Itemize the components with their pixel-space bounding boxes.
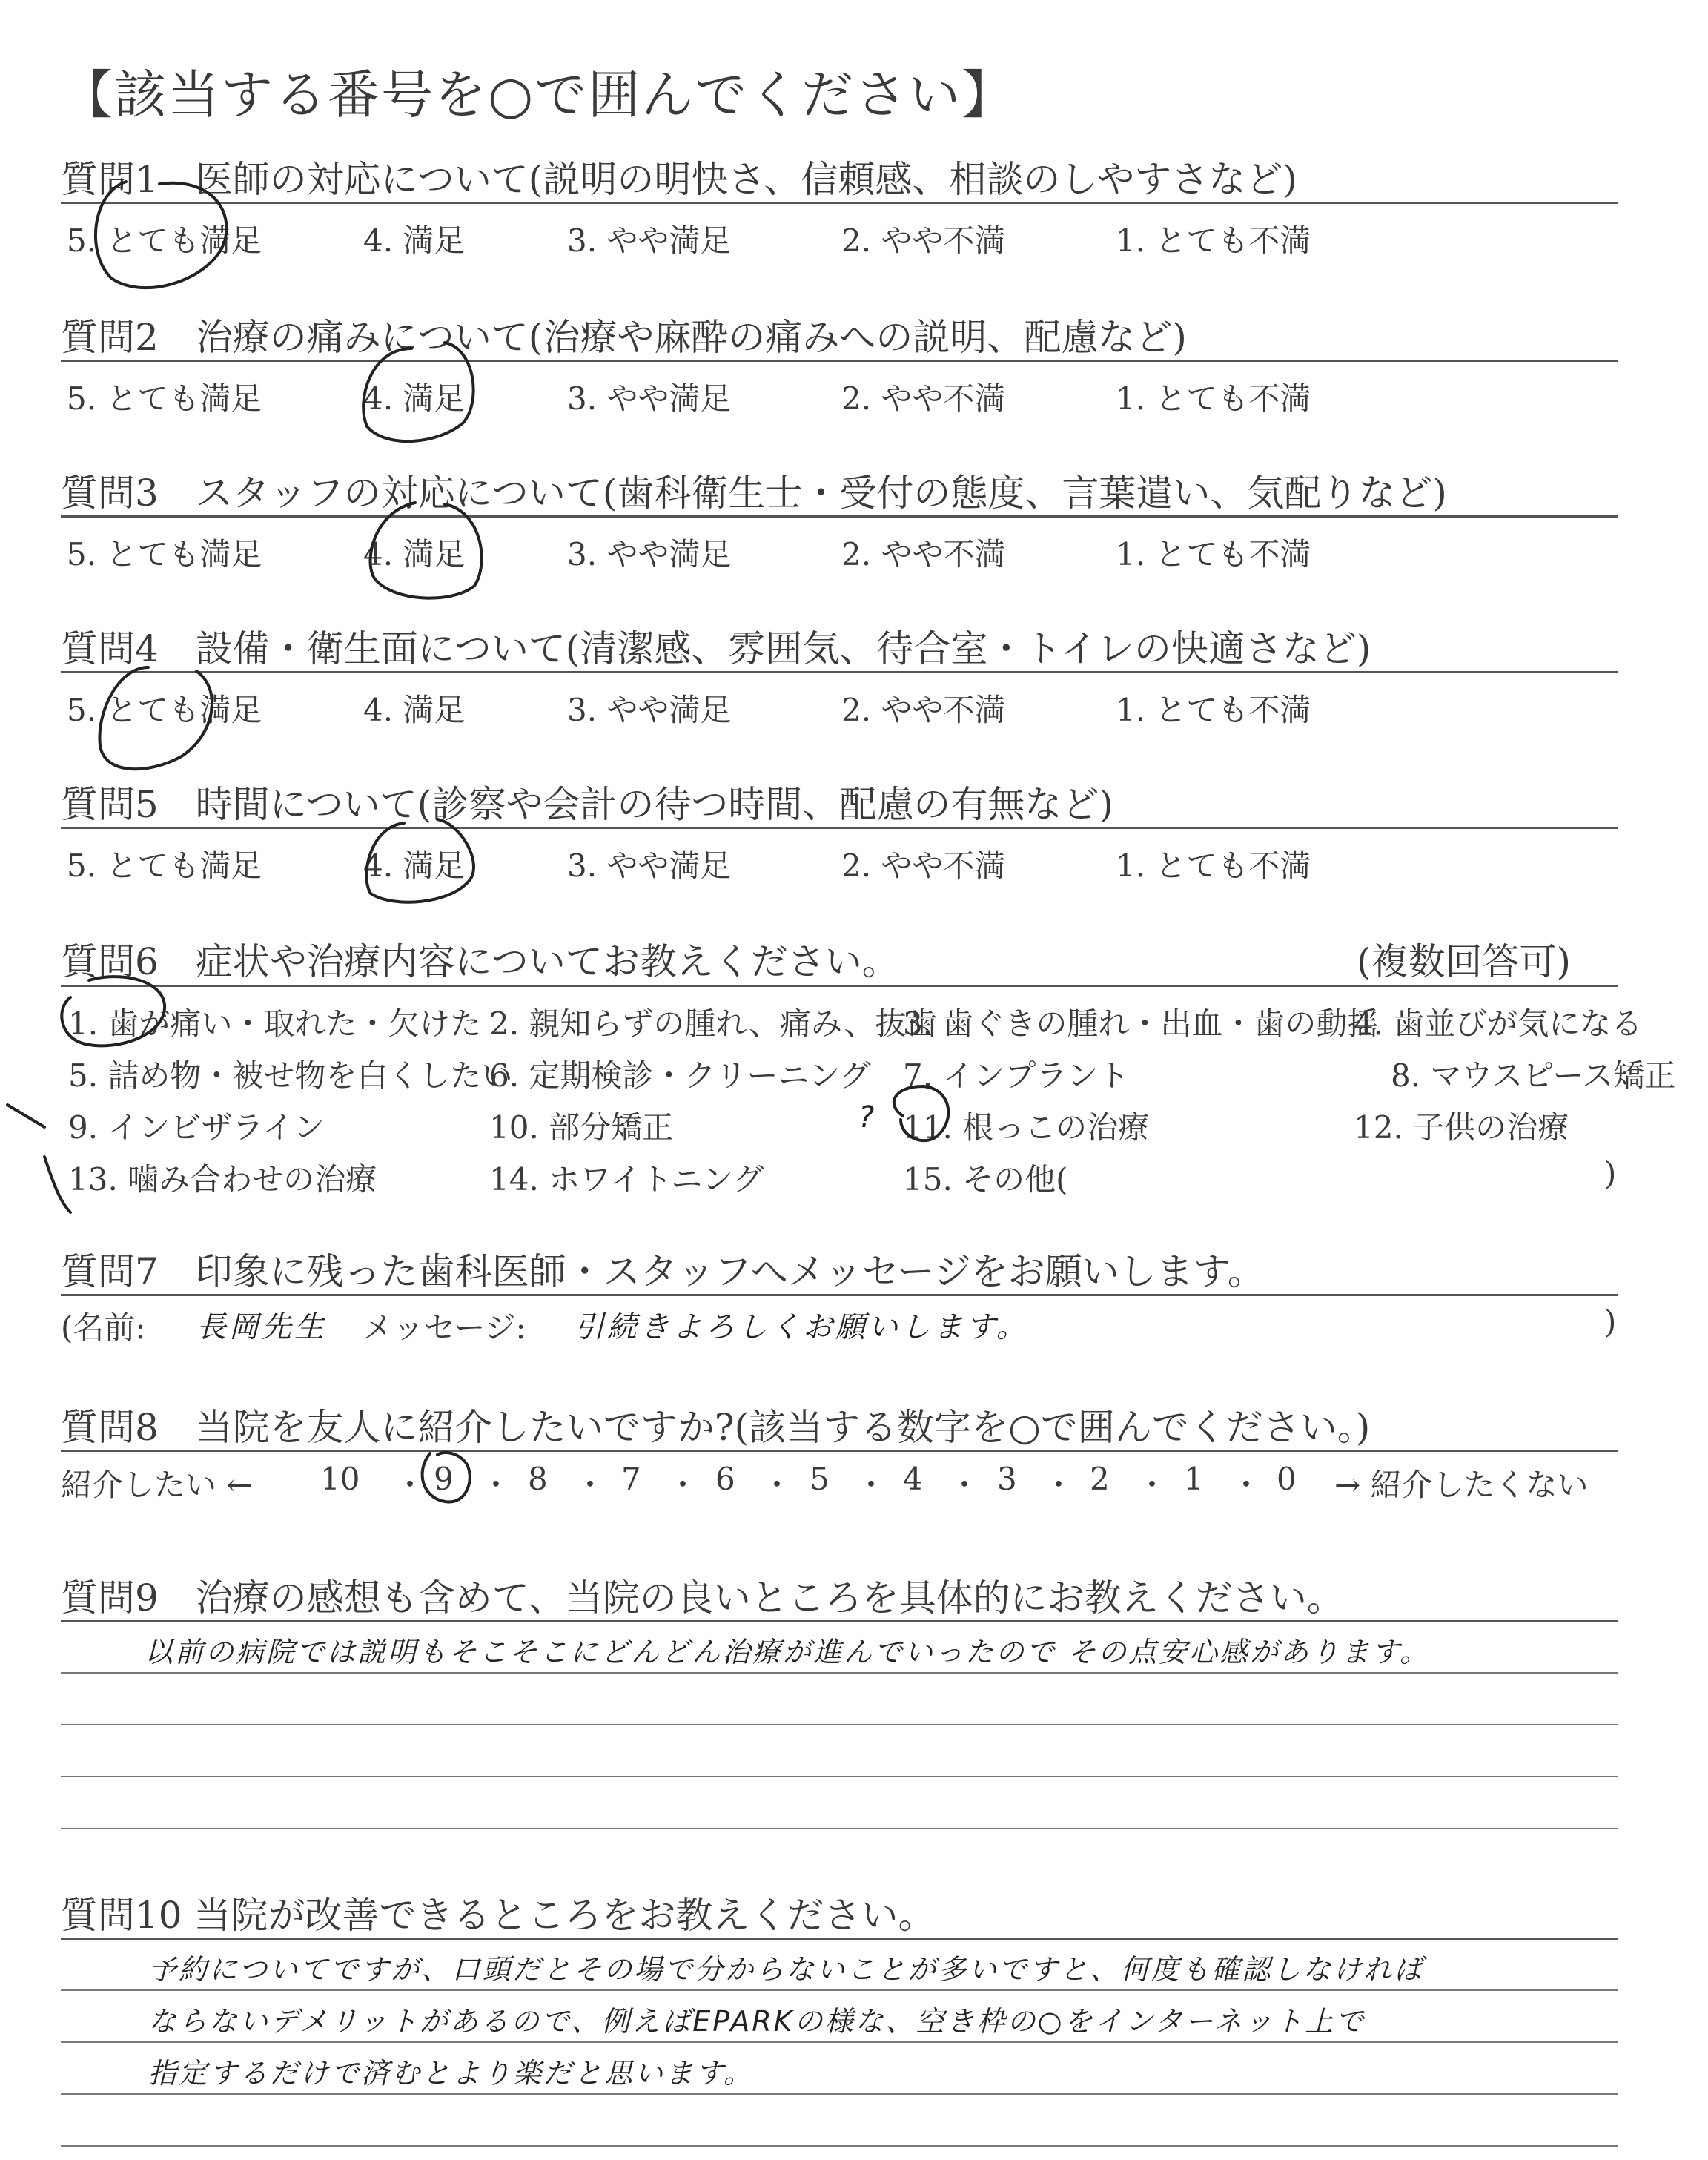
divider — [61, 202, 1618, 204]
question-8-title: 質問8 当院を友人に紹介したいですか?(該当する数字を○で囲んでください。) — [61, 1406, 1371, 1449]
q6-option-15-close: ) — [1604, 1155, 1617, 1192]
q5-option-4[interactable]: 4. 満足 — [363, 848, 466, 884]
scale-dot: ・ — [667, 1467, 699, 1503]
scale-dot: ・ — [394, 1467, 426, 1503]
scale-7[interactable]: 7 — [621, 1461, 641, 1497]
q6-option-10[interactable]: 10. 部分矯正 — [489, 1109, 674, 1146]
q4-option-5[interactable]: 5. とても満足 — [67, 692, 262, 728]
scale-dot: ・ — [1043, 1467, 1075, 1503]
question-5-title: 質問5 時間について(診察や会計の待つ時間、配慮の有無など) — [61, 783, 1113, 826]
answer-line — [61, 1724, 1618, 1725]
question-7-title: 質問7 印象に残った歯科医師・スタッフへメッセージをお願いします。 — [61, 1250, 1265, 1293]
name-value[interactable]: 長岡先生 — [196, 1310, 327, 1344]
q1-option-2[interactable]: 2. やや不満 — [841, 222, 1006, 259]
divider — [61, 1450, 1618, 1452]
question-4-title: 質問4 設備・衛生面について(清潔感、雰囲気、待合室・トイレの快適さなど) — [61, 627, 1371, 670]
scale-dot: ・ — [761, 1467, 793, 1503]
q4-option-3[interactable]: 3. やや満足 — [567, 692, 732, 728]
divider — [61, 1938, 1618, 1940]
q5-option-1[interactable]: 1. とても不満 — [1116, 848, 1311, 884]
divider — [61, 827, 1618, 829]
divider — [61, 360, 1618, 362]
scale-10[interactable]: 10 — [320, 1461, 360, 1497]
q5-option-5[interactable]: 5. とても満足 — [67, 848, 262, 884]
q6-option-4[interactable]: 4. 歯並びが気になる — [1354, 1005, 1643, 1042]
multiple-answers-note: (複数回答可) — [1357, 940, 1572, 983]
q2-option-5[interactable]: 5. とても満足 — [67, 380, 262, 417]
scale-8[interactable]: 8 — [528, 1461, 548, 1497]
scale-dot: ・ — [575, 1467, 606, 1503]
recommend-left-label: 紹介したい ← — [61, 1467, 253, 1503]
q6-option-13[interactable]: 13. 噛み合わせの治療 — [68, 1161, 377, 1198]
q3-option-4[interactable]: 4. 満足 — [363, 536, 466, 572]
q6-option-12[interactable]: 12. 子供の治療 — [1354, 1109, 1569, 1146]
scale-4[interactable]: 4 — [903, 1461, 923, 1497]
q5-option-3[interactable]: 3. やや満足 — [567, 848, 732, 884]
question-6-title: 質問6 症状や治療内容についてお教えください。 — [61, 940, 899, 983]
q6-option-8[interactable]: 8. マウスピース矯正 — [1391, 1057, 1676, 1094]
q1-option-1[interactable]: 1. とても不満 — [1116, 222, 1311, 259]
scale-6[interactable]: 6 — [715, 1461, 735, 1497]
divider — [61, 671, 1618, 673]
scale-2[interactable]: 2 — [1090, 1461, 1110, 1497]
q6-option-14[interactable]: 14. ホワイトニング — [489, 1161, 764, 1198]
scale-dot: ・ — [949, 1467, 981, 1503]
answer-line — [61, 1672, 1618, 1674]
message-close-paren: ) — [1604, 1304, 1617, 1340]
q2-option-1[interactable]: 1. とても不満 — [1116, 380, 1311, 417]
q4-option-4[interactable]: 4. 満足 — [363, 692, 466, 728]
q10-answer-line-3[interactable]: 指定するだけで済むとより楽だと思います。 — [148, 2057, 754, 2090]
q2-option-3[interactable]: 3. やや満足 — [567, 380, 732, 417]
q10-answer-line-2[interactable]: ならないデメリットがあるので、例えばEPARKの様な、空き枠の○をインターネット上で — [148, 2005, 1366, 2038]
handwritten-question-mark: ? — [858, 1100, 878, 1135]
q1-option-4[interactable]: 4. 満足 — [363, 222, 466, 259]
scale-dot: ・ — [480, 1467, 512, 1503]
divider — [61, 985, 1618, 987]
q10-answer-line-1[interactable]: 予約についてですが、口頭だとその場で分からないことが多いですと、何度も確認しなければ — [148, 1953, 1425, 1986]
stray-pen-mark — [7, 1105, 44, 1127]
message-value[interactable]: 引続きよろしくお願いします。 — [575, 1310, 1029, 1344]
scale-0[interactable]: 0 — [1277, 1461, 1297, 1497]
divider — [61, 515, 1618, 518]
q9-answer-line-1[interactable]: 以前の病院では説明もそこそこにどんどん治療が進んでいったので その点安心感があります。 — [145, 1636, 1431, 1668]
q6-option-15[interactable]: 15. その他( — [903, 1161, 1068, 1198]
q6-option-9[interactable]: 9. インビザライン — [68, 1109, 325, 1146]
answer-line — [61, 1776, 1618, 1777]
scale-dot: ・ — [1136, 1467, 1168, 1503]
question-9-title: 質問9 治療の感想も含めて、当院の良いところを具体的にお教えください。 — [61, 1576, 1344, 1619]
scale-9[interactable]: 9 — [434, 1461, 454, 1497]
q1-option-5[interactable]: 5. とても満足 — [67, 222, 262, 259]
q6-option-3[interactable]: 3. 歯ぐきの腫れ・出血・歯の動揺 — [903, 1005, 1379, 1042]
q6-option-7[interactable]: 7. インプラント — [903, 1057, 1130, 1094]
message-label: メッセージ: — [362, 1309, 526, 1346]
q6-option-5[interactable]: 5. 詰め物・被せ物を白くしたい — [68, 1057, 513, 1094]
scale-5[interactable]: 5 — [810, 1461, 830, 1497]
scale-dot: ・ — [855, 1467, 887, 1503]
answer-line — [61, 1989, 1618, 1991]
scale-3[interactable]: 3 — [997, 1461, 1017, 1497]
q4-option-2[interactable]: 2. やや不満 — [841, 692, 1006, 728]
answer-line — [61, 2145, 1618, 2147]
form-instruction-header: 【該当する番号を○で囲んでください】 — [61, 65, 1016, 125]
q3-option-3[interactable]: 3. やや満足 — [567, 536, 732, 572]
q6-option-2[interactable]: 2. 親知らずの腫れ、痛み、抜歯 — [489, 1005, 938, 1042]
q3-option-5[interactable]: 5. とても満足 — [67, 536, 262, 572]
q6-option-6[interactable]: 6. 定期検診・クリーニング — [489, 1057, 871, 1094]
q2-option-4[interactable]: 4. 満足 — [363, 380, 466, 417]
question-10-title: 質問10 当院が改善できるところをお教えください。 — [61, 1894, 936, 1937]
answer-line — [61, 1828, 1618, 1829]
recommend-right-label: → 紹介したくない — [1334, 1467, 1589, 1503]
scale-1[interactable]: 1 — [1184, 1461, 1204, 1497]
divider — [61, 1294, 1618, 1296]
q6-option-11[interactable]: 11. 根っこの治療 — [903, 1109, 1150, 1146]
q3-option-1[interactable]: 1. とても不満 — [1116, 536, 1311, 572]
question-2-title: 質問2 治療の痛みについて(治療や麻酔の痛みへの説明、配慮など) — [61, 316, 1187, 359]
q1-option-3[interactable]: 3. やや満足 — [567, 222, 732, 259]
q2-option-2[interactable]: 2. やや不満 — [841, 380, 1006, 417]
answer-line — [61, 2093, 1618, 2095]
scale-dot: ・ — [1231, 1467, 1262, 1503]
answer-line — [61, 2041, 1618, 2043]
question-3-title: 質問3 スタッフの対応について(歯科衛生士・受付の態度、言葉遣い、気配りなど) — [61, 472, 1447, 515]
stray-pen-mark — [44, 1157, 70, 1212]
q4-option-1[interactable]: 1. とても不満 — [1116, 692, 1311, 728]
q5-option-2[interactable]: 2. やや不満 — [841, 848, 1006, 884]
divider — [61, 1620, 1618, 1622]
question-1-title: 質問1 医師の対応について(説明の明快さ、信頼感、相談のしやすさなど) — [61, 158, 1297, 201]
q3-option-2[interactable]: 2. やや不満 — [841, 536, 1006, 572]
q6-option-1[interactable]: 1. 歯が痛い・取れた・欠けた — [68, 1005, 482, 1042]
name-label: (名前: — [61, 1309, 146, 1346]
